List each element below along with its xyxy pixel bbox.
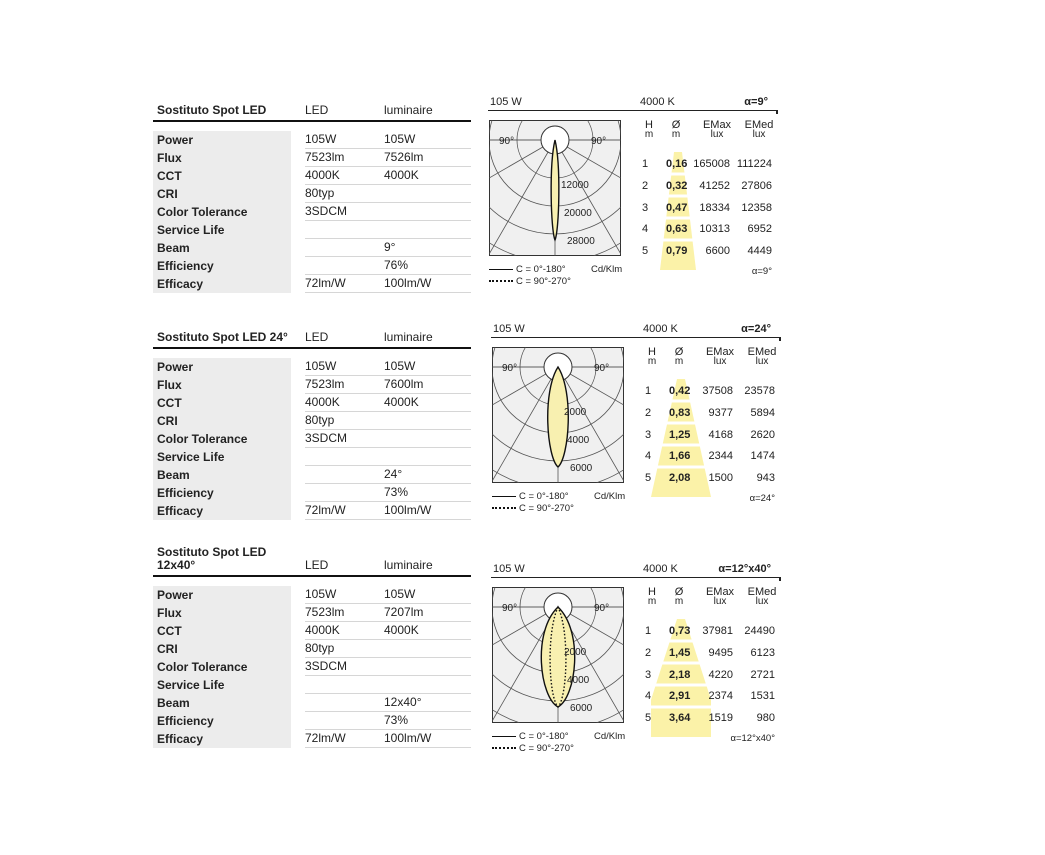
diameter-header-unit: m [671, 129, 681, 140]
legend-c90-text: C = 90°-270° [519, 503, 574, 514]
beam-angle-value: α=12°x40° [718, 563, 771, 575]
spec-luminaire-value: 7207lm [384, 605, 424, 619]
spec-label: Color Tolerance [153, 658, 291, 676]
table-height: 5 [642, 245, 649, 258]
spec-luminaire-value: 7526lm [384, 150, 424, 164]
spec-table [153, 325, 471, 525]
emed-header [745, 347, 779, 367]
spec-luminaire-value: 105W [384, 359, 416, 373]
illuminance-table [641, 347, 779, 507]
legend-c0-text: C = 0°-180° [519, 491, 569, 502]
spec-row [153, 466, 471, 484]
spec-row [153, 586, 471, 604]
product-name: Sostituto Spot LED [157, 103, 267, 117]
table-emed: 27806 [741, 179, 772, 192]
emax-header-label: EMax [702, 119, 732, 131]
spec-row [153, 676, 471, 694]
photometric-block [491, 323, 783, 523]
spec-luminaire-value: 4000K [384, 395, 419, 409]
table-emed: 1474 [750, 450, 775, 463]
scale-label: 6000 [570, 463, 593, 474]
scale-label: 2000 [564, 407, 587, 418]
table-emed: 12358 [741, 201, 772, 214]
spec-row [153, 412, 471, 430]
spec-label: Flux [153, 149, 291, 167]
spec-label: Color Tolerance [153, 430, 291, 448]
legend-c0 [492, 731, 574, 743]
dotted-line-swatch [492, 747, 516, 749]
spec-led-value: 80typ [305, 185, 471, 203]
spec-row [153, 376, 471, 394]
spec-led-value: 72lm/W [305, 502, 471, 520]
spec-luminaire-value: 4000K [384, 168, 419, 182]
luminaire-column-header: luminaire [384, 330, 433, 344]
led-column-header: LED [305, 558, 329, 572]
table-diameter: 2,08 [669, 472, 691, 485]
spec-label: CCT [153, 167, 291, 185]
spec-luminaire-value: 73% [384, 713, 409, 727]
spec-label: Efficacy [153, 730, 291, 748]
table-emed: 6123 [750, 646, 775, 659]
height-header [645, 587, 659, 607]
spec-table [153, 545, 471, 753]
emax-header-unit: lux [713, 596, 727, 607]
cct-value: 4000 K [640, 96, 675, 108]
spec-row [153, 658, 471, 676]
illuminance-table [641, 587, 779, 747]
photometric-header [491, 563, 779, 578]
emax-header-unit: lux [713, 356, 727, 367]
spec-row [153, 730, 471, 748]
legend-c90-text: C = 90°-270° [519, 743, 574, 754]
polar-diagram [492, 587, 624, 723]
beam-angle-value: α=9° [744, 96, 768, 108]
emed-header-label: EMed [744, 119, 774, 131]
legend-c0 [489, 264, 571, 276]
height-header-label: H [648, 586, 656, 598]
spec-luminaire-value: 105W [384, 587, 416, 601]
spec-label: Beam [153, 239, 291, 257]
spec-led-value: 7523lm [305, 376, 471, 394]
table-diameter: 0,83 [669, 406, 691, 419]
intensity-unit: Cd/Klm [594, 731, 626, 742]
power-value: 105 W [493, 563, 525, 575]
alpha-note: α=9° [751, 266, 772, 277]
spec-label: CRI [153, 640, 291, 658]
table-height: 3 [642, 201, 649, 214]
diameter-header-label: Ø [671, 119, 681, 131]
emed-header-unit: lux [755, 356, 769, 367]
height-header-label: H [648, 346, 656, 358]
legend-c0 [492, 491, 574, 503]
table-height: 2 [642, 179, 649, 192]
spec-row [153, 448, 471, 466]
diameter-header [669, 347, 689, 367]
table-diameter: 1,45 [669, 646, 691, 659]
spec-table-header [153, 539, 471, 577]
spec-row [153, 640, 471, 658]
table-diameter: 0,73 [669, 625, 691, 637]
emax-header [703, 587, 737, 607]
spec-led-value: 80typ [305, 640, 471, 658]
table-emed: 980 [756, 712, 775, 725]
scale-label: 20000 [564, 208, 592, 219]
table-height: 1 [642, 158, 649, 170]
height-header [645, 347, 659, 367]
spec-rows [153, 358, 471, 520]
diameter-header-label: Ø [674, 346, 684, 358]
spec-label: Efficiency [153, 257, 291, 275]
spec-row [153, 502, 471, 520]
angle-label-left: 90° [502, 603, 518, 614]
spec-led-value: 3SDCM [305, 658, 471, 676]
angle-label-right: 90° [591, 136, 607, 147]
table-emed: 2721 [750, 668, 775, 681]
emax-header [703, 347, 737, 367]
table-diameter: 0,42 [669, 385, 691, 397]
product-name: Sostituto Spot LED 24° [157, 330, 288, 344]
table-emax: 18334 [699, 201, 730, 214]
emed-header [745, 587, 779, 607]
legend-c90 [492, 503, 574, 515]
table-diameter: 0,47 [666, 201, 688, 214]
table-height: 4 [645, 690, 652, 703]
scale-label: 2000 [564, 647, 587, 658]
table-diameter: 0,63 [666, 223, 688, 236]
table-emax: 37508 [702, 385, 733, 397]
spec-label: Efficiency [153, 484, 291, 502]
spec-led-value: 3SDCM [305, 203, 471, 221]
spec-label: Service Life [153, 221, 291, 239]
spec-label: CRI [153, 412, 291, 430]
power-value: 105 W [490, 96, 522, 108]
table-emed: 943 [756, 472, 775, 485]
height-header-unit: m [647, 596, 657, 607]
scale-label: 28000 [567, 236, 595, 247]
angle-label-right: 90° [594, 603, 610, 614]
table-emax: 2374 [708, 690, 733, 703]
table-diameter: 0,32 [666, 179, 688, 192]
table-height: 3 [645, 428, 652, 441]
spec-row [153, 694, 471, 712]
angle-label-left: 90° [499, 136, 515, 147]
polar-legend [489, 264, 571, 288]
emed-header-label: EMed [747, 586, 777, 598]
scale-label: 12000 [561, 180, 589, 191]
emed-header-unit: lux [755, 596, 769, 607]
table-emax: 6600 [705, 245, 730, 258]
legend-c0-text: C = 0°-180° [516, 264, 566, 275]
spec-led-value: 105W [305, 586, 471, 604]
legend-c90 [492, 743, 574, 755]
solid-line-swatch [492, 496, 516, 497]
spec-label: Service Life [153, 676, 291, 694]
spec-led-value: 4000K [305, 167, 471, 185]
scale-label: 4000 [567, 675, 590, 686]
spec-label: Efficacy [153, 502, 291, 520]
table-emed: 1531 [750, 690, 775, 703]
spec-label: Color Tolerance [153, 203, 291, 221]
diameter-header-label: Ø [674, 586, 684, 598]
spec-luminaire-value: 76% [384, 258, 409, 272]
polar-diagram [492, 347, 624, 483]
table-height: 1 [645, 385, 652, 397]
spec-label: Beam [153, 466, 291, 484]
emax-header-unit: lux [710, 129, 724, 140]
spec-luminaire-value: 9° [384, 240, 396, 254]
polar-legend [492, 491, 574, 515]
height-header-unit: m [644, 129, 654, 140]
spec-label: Power [153, 358, 291, 376]
dotted-line-swatch [492, 507, 516, 509]
polar-legend [492, 731, 574, 755]
spec-led-value: 80typ [305, 412, 471, 430]
table-height: 3 [645, 668, 652, 681]
height-header-unit: m [647, 356, 657, 367]
table-height: 5 [645, 472, 652, 485]
spec-row [153, 430, 471, 448]
angle-label-left: 90° [502, 363, 518, 374]
table-emed: 2620 [750, 428, 775, 441]
table-diameter: 0,79 [666, 245, 688, 258]
height-header-label: H [645, 119, 653, 131]
table-emed: 6952 [747, 223, 772, 236]
spec-label: CCT [153, 622, 291, 640]
spec-label: Efficacy [153, 275, 291, 293]
spec-luminaire-value: 100lm/W [384, 503, 432, 517]
emed-header-unit: lux [752, 129, 766, 140]
spec-label: Flux [153, 604, 291, 622]
product-name: Sostituto Spot LED 12x40° [157, 545, 267, 572]
spec-row [153, 257, 471, 275]
spec-led-value: 4000K [305, 622, 471, 640]
table-emed: 24490 [744, 625, 775, 637]
spec-row [153, 484, 471, 502]
led-column-header: LED [305, 330, 329, 344]
solid-line-swatch [492, 736, 516, 737]
spec-luminaire-value: 105W [384, 132, 416, 146]
legend-c90-text: C = 90°-270° [516, 276, 571, 287]
table-emax: 1500 [708, 472, 733, 485]
diameter-header [669, 587, 689, 607]
table-height: 4 [645, 450, 652, 463]
spec-led-value: 4000K [305, 394, 471, 412]
spec-label: Power [153, 586, 291, 604]
table-height: 5 [645, 712, 652, 725]
spec-row [153, 394, 471, 412]
spec-label: Flux [153, 376, 291, 394]
table-emax: 4168 [708, 428, 733, 441]
angle-label-right: 90° [594, 363, 610, 374]
solid-line-swatch [489, 269, 513, 270]
spec-table-header [153, 325, 471, 349]
spec-led-value: 72lm/W [305, 730, 471, 748]
power-value: 105 W [493, 323, 525, 335]
table-emax: 37981 [702, 625, 733, 637]
header-tick [779, 577, 781, 581]
spec-led-value [305, 448, 471, 466]
diameter-header-unit: m [674, 356, 684, 367]
spec-label: Beam [153, 694, 291, 712]
table-diameter: 1,66 [669, 450, 691, 463]
intensity-unit: Cd/Klm [591, 264, 623, 275]
spec-led-value [305, 676, 471, 694]
table-emed: 23578 [744, 385, 775, 397]
spec-label: Service Life [153, 448, 291, 466]
table-emax: 1519 [708, 712, 733, 725]
spec-row [153, 604, 471, 622]
table-emax: 2344 [708, 450, 733, 463]
spec-row [153, 712, 471, 730]
spec-label: Power [153, 131, 291, 149]
photometric-header [491, 323, 779, 338]
photometric-block [491, 563, 783, 763]
scale-label: 6000 [570, 703, 593, 714]
legend-c90 [489, 276, 571, 288]
table-emax: 10313 [699, 223, 730, 236]
spec-led-value: 72lm/W [305, 275, 471, 293]
emax-header-label: EMax [705, 346, 735, 358]
intensity-unit: Cd/Klm [594, 491, 626, 502]
table-emax: 9495 [708, 646, 733, 659]
beam-angle-value: α=24° [741, 323, 771, 335]
table-emax: 9377 [708, 406, 733, 419]
spec-led-value: 7523lm [305, 149, 471, 167]
spec-luminaire-value: 100lm/W [384, 276, 432, 290]
table-height: 1 [645, 625, 652, 637]
table-height: 2 [645, 406, 652, 419]
spec-row [153, 358, 471, 376]
emed-header-label: EMed [747, 346, 777, 358]
emax-header-label: EMax [705, 586, 735, 598]
table-height: 4 [642, 223, 649, 236]
spec-rows [153, 586, 471, 748]
cct-value: 4000 K [643, 323, 678, 335]
alpha-note: α=24° [749, 493, 775, 504]
table-emed: 111224 [736, 158, 772, 170]
table-diameter: 2,91 [669, 690, 691, 703]
table-emax: 165008 [693, 158, 730, 170]
spec-luminaire-value: 4000K [384, 623, 419, 637]
spec-luminaire-value: 12x40° [384, 695, 422, 709]
alpha-note: α=12°x40° [730, 733, 775, 744]
luminaire-column-header: luminaire [384, 558, 433, 572]
spec-led-value: 105W [305, 358, 471, 376]
table-diameter: 0,16 [666, 158, 688, 170]
table-emed: 5894 [750, 406, 775, 419]
scale-label: 4000 [567, 435, 590, 446]
cct-value: 4000 K [643, 563, 678, 575]
spec-led-value: 3SDCM [305, 430, 471, 448]
spec-row [153, 622, 471, 640]
spec-luminaire-value: 24° [384, 467, 403, 481]
table-diameter: 2,18 [669, 668, 691, 681]
spec-label: Efficiency [153, 712, 291, 730]
spec-led-value: 105W [305, 131, 471, 149]
spec-luminaire-value: 100lm/W [384, 731, 432, 745]
luminaire-column-header: luminaire [384, 103, 433, 117]
spec-luminaire-value: 7600lm [384, 377, 424, 391]
spec-row [153, 239, 471, 257]
spec-luminaire-value: 73% [384, 485, 409, 499]
table-diameter: 1,25 [669, 428, 691, 441]
table-emax: 41252 [699, 179, 730, 192]
table-diameter: 3,64 [669, 712, 691, 725]
led-column-header: LED [305, 103, 329, 117]
legend-c0-text: C = 0°-180° [519, 731, 569, 742]
spec-label: CCT [153, 394, 291, 412]
header-tick [779, 337, 781, 341]
spec-led-value: 7523lm [305, 604, 471, 622]
table-emed: 4449 [747, 245, 772, 258]
dotted-line-swatch [489, 280, 513, 282]
spec-label: CRI [153, 185, 291, 203]
diameter-header-unit: m [674, 596, 684, 607]
spec-row [153, 275, 471, 293]
table-height: 2 [645, 646, 652, 659]
table-emax: 4220 [708, 668, 733, 681]
